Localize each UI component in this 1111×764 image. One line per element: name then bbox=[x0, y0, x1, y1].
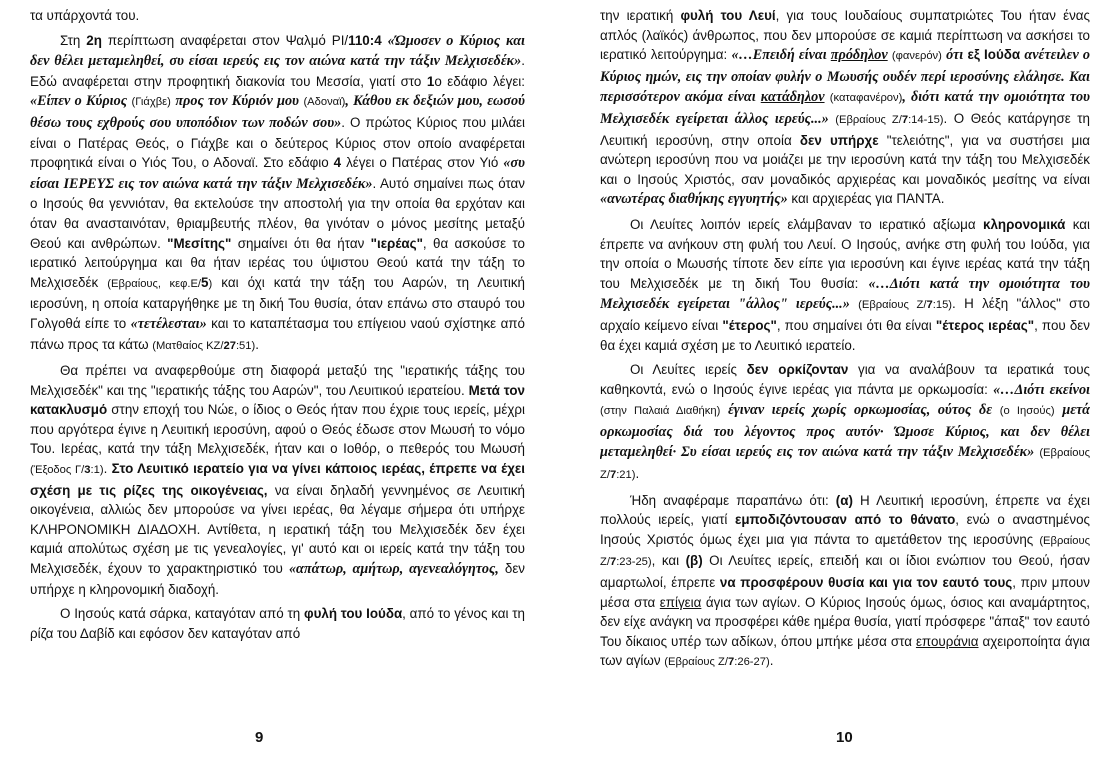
paragraph: τα υπάρχοντά του. bbox=[30, 8, 140, 23]
page-number: 10 bbox=[836, 729, 853, 746]
left-page bbox=[30, 6, 525, 751]
paragraph: Οι Λευίτες λοιπόν ιερείς ελάμβαναν το ιερατικό αξίωμα κληρονομικά και έπρεπε να ανήκουν στη φυλή του Λευί. Ο Ιησούς, ανήκε στη φυλή του Ιούδα, για την οποία ο Μωυσής τίποτε δεν είπε για ιεροσύνη και έγινε ιερέας κατά την τάξη του Μελχισεδέκ με τη δική Του θυσία: «…Διότι κατά την ομοιότητα του Μελχισεδέκ εγείρεται "άλλος" ιερεύς...» (Εβραίους Ζ/7:15). Η λέξη "άλλος" στο αρχαίο κείμενο είναι "έτερος", που σημαίνει ότι θα είναι "έτερος ιερέας", που δεν θα έχει καμιά σχέση με το Λευιτικό ιερατείο. bbox=[600, 216, 1090, 353]
paragraph: Ο Ιησούς κατά σάρκα, καταγόταν από τη φυλή του Ιούδα, από το γένος και τη ρίζα του Δαβίδ και εφόσον δεν καταγόταν από bbox=[30, 606, 525, 641]
paragraph: Ήδη αναφέραμε παραπάνω ότι: (α) Η Λευιτική ιεροσύνη, έπρεπε να έχει πολλούς ιερείς, γιατί εμποδιζόντουσαν από το θάνατο, ενώ ο αναστημένος Ιησούς Χριστός όμως έχει μια για πάντα το αμετάθετον της ιεροσύνης (Εβραίους Ζ/7:23-25), και (β) Οι Λευίτες ιερείς, επειδή και οι ίδιοι ενώπιον του Θεού, ήσαν αμαρτωλοί, έπρεπε να προσφέρουν θυσία και για τον εαυτό τους, πριν μπουν μέσα στα επίγεια άγια των αγίων. Ο Κύριος Ιησούς όμως, όσιος και αναμάρτητος, δεν είχε ανάγκη να προσφέρει κάθε ημέρα θυσία, γιατί πρόσφερε "άπαξ" τον εαυτό Του δίκαιος υπέρ των αδίκων, όπου μπήκε μέσα στα επουράνια αχειροποίητα άγια των αγίων (Εβραίους Ζ/7:26-27). bbox=[600, 492, 1090, 669]
paragraph: την ιερατική φυλή του Λευί, για τους Ιουδαίους συμπατριώτες Του ήταν ένας απλός (λαϊκός) άνθρωπος, που δεν μπορούσε σε καμιά περίπτωση να ασκήσει το ιερατικό λειτούργημα: «…Επειδή είναι πρόδηλον (φανερόν) ότι εξ Ιούδα ανέτειλεν ο Κύριος ημών, εις την οποίαν φυλήν ο Μωυσής ουδέν περί ιεροσύνης ελάλησε. Και περισσότερον ακόμα είναι κατάδηλον (καταφανέρον), διότι κατά την ομοιότητα του Μελχισεδέκ εγείρεται άλλος ιερεύς...» (Εβραίους Ζ/7:14-15). Ο Θεός κατάργησε τη Λευιτική ιεροσύνη, στην οποία δεν υπήρχε "τελειότης", για να συστήσει μια ανώτερη ιεροσύνη που να μοιάζει με την ιεροσύνη κατά την τάξη του Μελχισεδέκ και ο Ιησούς Χριστός, σαν μοναδικός αρχιερέας και μοναδικός μεσίτης να είναι «ανωτέρας διαθήκης εγγυητής» και αρχιερέας για ΠΑΝΤΑ. bbox=[600, 8, 1090, 208]
right-page bbox=[600, 6, 1090, 751]
paragraph: Οι Λευίτες ιερείς δεν ορκίζονταν για να αναλάβουν τα ιερατικά τους καθηκοντά, ενώ ο Ιησούς έγινε ιερέας για πάντα με ορκωμοσία: «…Διότι εκείνοι (στην Παλαιά Διαθήκη) έγιναν ιερείς χωρίς ορκωμοσίας, ούτος δε (ο Ιησούς) μετά ορκωμοσίας διά του λέγοντος προς αυτόν· Ώμοσε Κύριος, και δεν θέλει μεταμεληθεί· Συ είσαι ιερεύς εις τον αιώνα κατά την τάξιν Μελχισεδέκ» (Εβραίους Ζ/7:21). bbox=[600, 362, 1090, 482]
paragraph: Θα πρέπει να αναφερθούμε στη διαφορά μεταξύ της "ιερατικής τάξης του Μελχισεδέκ" και της "ιερατικής τάξης του Ααρών", του Λευιτικού ιερατείου. Μετά τον κατακλυσμό στην εποχή του Νώε, ο ίδιος ο Θεός ήταν που έχριε τους ιερείς, μέχρι που αργότερα έγινε η Λευιτική ιεροσύνη, αφού ο Θεός έδωσε στον Μωυσή το νόμο Του. Ιερέας, κατά την τάξη Μελχισεδέκ, ήταν και ο Ιοθόρ, ο πεθερός του Μωυσή (Έξοδος Γ/3:1). Στο Λευιτικό ιερατείο για να γίνει κάποιος ιερέας, έπρεπε να έχει σχέση με τις ρίζες της οικογένειας, να είναι δηλαδή γεννημένος σε Λευιτική οικογένεια, αλλιώς δεν μπορούσε να γίνει ιερέας, θα λέγαμε σήμερα ότι υπήρχε ΚΛΗΡΟΝΟΜΙΚΗ ΔΙΑΔΟΧΗ. Αντίθετα, η ιερατική τάξη του Μελχισεδέκ δεν έχει καμιά απολύτως σχέση με τις γενεαλογίες, γι' αυτό και οι ιερείς κατά την τάξη του Μελχισεδέκ, έχουν το χαρακτηριστικό του «απάτωρ, αμήτωρ, αγενεαλόγητος, δεν υπήρχε η κληρονομική διαδοχή. bbox=[30, 363, 525, 597]
paragraph: Στη 2η περίπτωση αναφέρεται στον Ψαλμό ΡΙ/110:4 «Ώμοσεν ο Κύριος και δεν θέλει μεταμεληθεί, συ είσαι ιερεύς εις τον αιώνα κατά την τάξιν Μελχισεδέκ». Εδώ αναφέρεται στην προφητική διακονία του Μεσσία, γιατί στο 1ο εδάφιο λέγει: «Είπεν ο Κύριος (Γιάχβε) προς τον Κύριόν μου (Αδοναϊ), Κάθου εκ δεξιών μου, εωσού θέσω τους εχθρούς σου υποπόδιον των ποδών σου». Ο πρώτος Κύριος που μιλάει είναι ο Πατέρας Θεός, ο Γιάχβε και ο δεύτερος Κύριος στον οποίο αναφέρεται προφητικά είναι ο Υιός Του, ο Αδοναϊ. Στο εδάφιο 4 λέγει ο Πατέρας στον Υιό «συ είσαι ΙΕΡΕΥΣ εις τον αιώνα κατά την τάξιν Μελχισεδέκ». Αυτό σημαίνει πως όταν ο Ιησούς θα γεννιόταν, θα εκτελούσε την αποστολή για την οποία θα ερχόταν και όταν θα ανασταινόταν, θριαμβευτής πλέον, θα γινόταν ο μόνος μεσίτης μεταξύ Θεού και ανθρώπων. "Μεσίτης" σημαίνει ότι θα ήταν "ιερέας", θα ασκούσε το ιερατικό λειτούργημα και θα ήταν ιερέας του ύψιστου Θεού κατά την τάξη το Μελχισεδέκ (Εβραίους, κεφ.Ε/5) και όχι κατά την τάξη του Ααρών, τη Λευιτική ιεροσύνη, η οποία καταργήθηκε με τη δική Του θυσία, όταν επάνω στο σταυρό του Γολγοθά είπε το «τετέλεσται» και το καταπέτασμα του επίγειου ναού σχίστηκε από πάνω προς τα κάτω (Ματθαίος ΚΖ/27:51). bbox=[30, 32, 525, 352]
page-number: 9 bbox=[255, 729, 264, 746]
